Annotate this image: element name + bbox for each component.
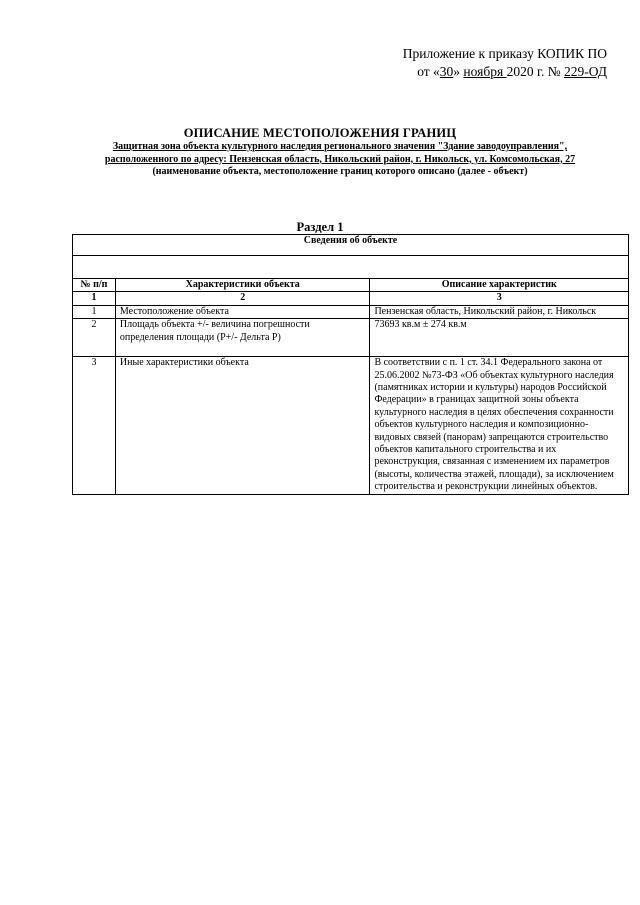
- date-day: 30: [439, 64, 454, 79]
- row-characteristic: Местоположение объекта: [115, 305, 370, 318]
- row-number: 3: [73, 357, 116, 494]
- object-info-table: [72, 234, 629, 495]
- date-mid: »: [453, 64, 464, 79]
- date-month: ноября: [463, 64, 507, 79]
- column-header-number: № п/п: [73, 279, 116, 292]
- row-description: В соответствии с п. 1 ст. 34.1 Федерального закона от 25.06.2002 №73-ФЗ «Об объектах культурного наследия (памятниках истории и культуры) народов Российской Федерации» в границах защитной зоны объекта культурного наследия в целях обеспечения сохранности объектов культурного наследия и композиционно-видовых связей (панорам) запрещаются строительство объектов капитального строительства и их реконструкция, связанная с изменением их параметров (высоты, количества этажей, площади), за исключением строительства и реконструкции линейных объектов.: [370, 357, 629, 494]
- column-header-description: Описание характеристик: [370, 279, 629, 292]
- subject-line-2: расположенного по адресу: Пензенская область, Никольский район, г. Никольск, ул. Комсомольская, 27: [104, 153, 576, 165]
- table-row: [73, 319, 629, 357]
- row-characteristic: Иные характеристики объекта: [115, 357, 370, 494]
- row-description: 73693 кв.м ± 274 кв.м: [370, 319, 629, 357]
- table-row: [73, 305, 629, 318]
- row-number: 2: [73, 319, 116, 357]
- appendix-line-2: [307, 63, 607, 81]
- table-header-row: [73, 279, 629, 292]
- blank-cell: [73, 256, 629, 279]
- column-number-3: 3: [370, 292, 629, 305]
- row-characteristic: Площадь объекта +/- величина погрешности определения площади (Р+/- Дельта Р): [115, 319, 370, 357]
- table-blank-row: [73, 256, 629, 279]
- object-subject: [80, 141, 600, 166]
- row-description: Пензенская область, Никольский район, г. Никольск: [370, 305, 629, 318]
- date-prefix: от «: [417, 64, 440, 79]
- appendix-line-1: Приложение к приказу КОПИК ПО: [402, 46, 607, 61]
- table-row: [73, 357, 629, 494]
- column-number-2: 2: [115, 292, 370, 305]
- column-number-1: 1: [73, 292, 116, 305]
- subject-note: (наименование объекта, местоположение границ которого описано (далее - объект): [152, 166, 528, 177]
- date-year: 2020 г. №: [506, 64, 564, 79]
- section-title: Раздел 1: [296, 220, 344, 234]
- column-numbers-row: [73, 292, 629, 305]
- column-header-characteristic: Характеристики объекта: [115, 279, 370, 292]
- table-caption: Сведения об объекте: [73, 235, 629, 256]
- document-title: ОПИСАНИЕ МЕСТОПОЛОЖЕНИЯ ГРАНИЦ: [183, 126, 457, 140]
- row-number: 1: [73, 305, 116, 318]
- subject-line-1: Защитная зона объекта культурного наследия регионального значения "Здание заводоуправления",: [112, 141, 568, 152]
- table-caption-row: [73, 235, 629, 256]
- order-number: 229-ОД: [563, 64, 607, 79]
- appendix-header: [307, 45, 607, 81]
